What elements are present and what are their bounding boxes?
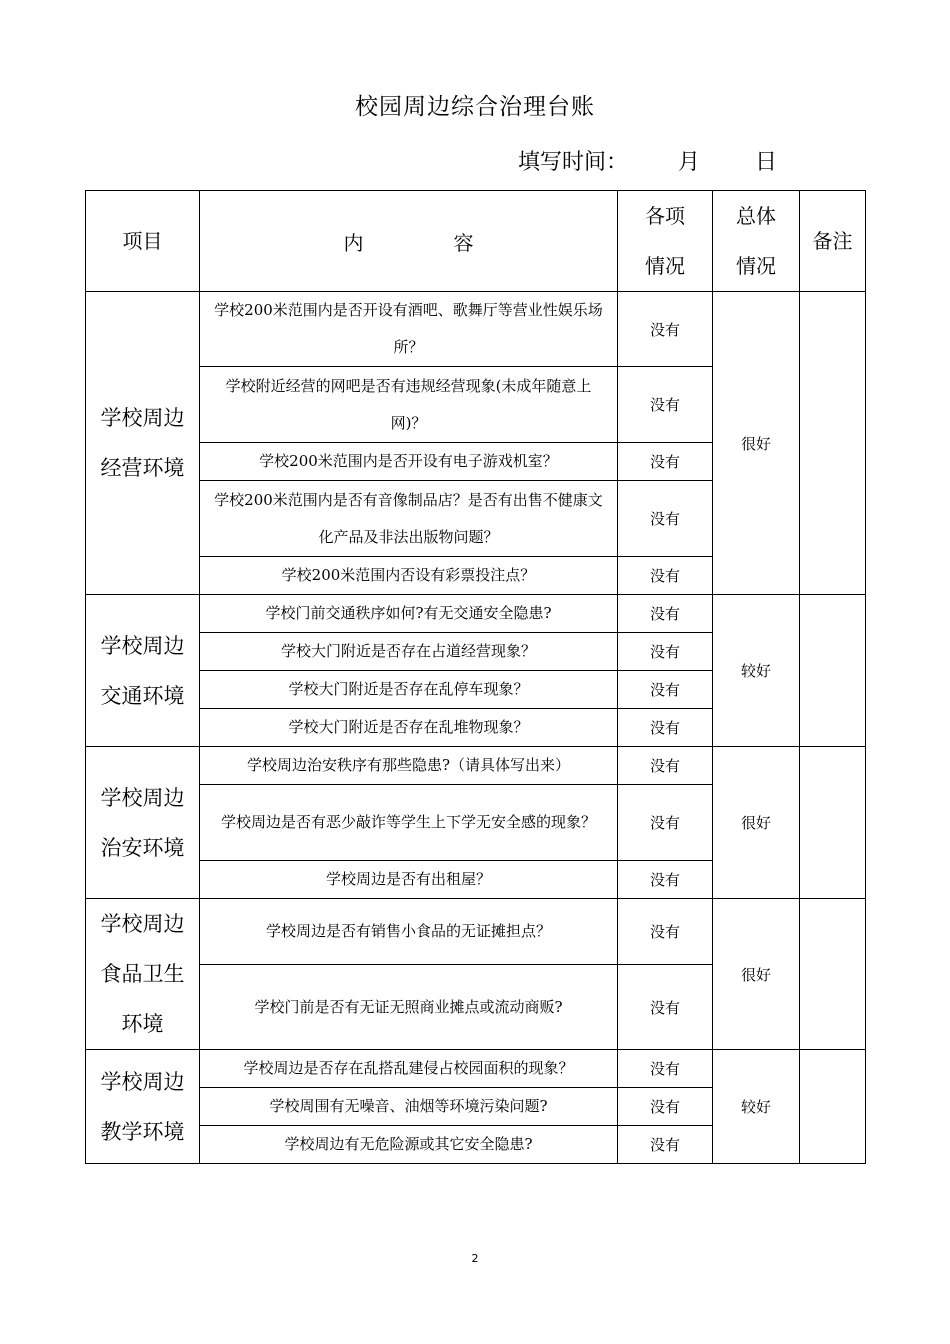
table-row [86, 1050, 866, 1088]
status-cell: 没有 [618, 367, 713, 443]
header-remarks: 备注 [800, 191, 866, 292]
status-cell: 没有 [618, 633, 713, 671]
content-cell: 学校周边治安秩序有那些隐患?（请具体写出来） [200, 747, 618, 785]
status-cell: 没有 [618, 1050, 713, 1088]
header-each-status [618, 191, 713, 292]
content-cell: 学校附近经营的网吧是否有违规经营现象(未成年随意上网)？ [200, 367, 618, 443]
status-cell: 没有 [618, 861, 713, 899]
header-content [200, 191, 618, 292]
status-cell: 没有 [618, 1126, 713, 1164]
status-cell: 没有 [618, 595, 713, 633]
header-row [86, 191, 866, 292]
remarks-cell [800, 1050, 866, 1164]
status-cell: 没有 [618, 709, 713, 747]
category-line: 环境 [121, 1012, 164, 1036]
content-cell: 学校200米范围内是否有音像制品店？是否有出售不健康文化产品及非法出版物问题？ [200, 481, 618, 557]
content-cell: 学校周边是否有销售小食品的无证摊担点？ [200, 899, 618, 965]
content-cell: 学校大门附近是否存在占道经营现象？ [200, 633, 618, 671]
content-cell: 学校门前是否有无证无照商业摊点或流动商贩? [200, 965, 618, 1050]
content-cell: 学校周边有无危险源或其它安全隐患? [200, 1126, 618, 1164]
status-cell: 没有 [618, 1088, 713, 1126]
status-cell: 没有 [618, 481, 713, 557]
table-row [86, 899, 866, 965]
overall-cell: 较好 [713, 595, 800, 747]
category-line: 学校周边 [100, 406, 185, 430]
document-title: 校园周边综合治理台账 [355, 94, 595, 120]
status-cell: 没有 [618, 785, 713, 861]
fill-time-label: 填写时间： [518, 150, 629, 175]
content-cell: 学校大门附近是否存在乱堆物现象？ [200, 709, 618, 747]
remarks-cell [800, 595, 866, 747]
ledger-table [85, 190, 866, 1164]
header-overall-line2: 情况 [736, 254, 776, 278]
category-line: 治安环境 [100, 835, 185, 860]
remarks-cell [800, 899, 866, 1050]
category-cell [86, 747, 200, 899]
overall-cell: 很好 [713, 899, 800, 1050]
overall-cell: 很好 [713, 292, 800, 595]
table-row [86, 595, 866, 633]
header-content-right: 容 [453, 230, 474, 255]
category-cell [86, 595, 200, 747]
day-label: 日 [755, 150, 778, 175]
category-line: 教学环境 [100, 1119, 185, 1144]
category-cell [86, 292, 200, 595]
category-cell [86, 899, 200, 1050]
category-line: 学校周边 [100, 785, 185, 810]
status-cell: 没有 [618, 557, 713, 595]
category-line: 学校周边 [100, 912, 185, 936]
remarks-cell [800, 292, 866, 595]
content-cell: 学校周边是否有恶少敲诈等学生上下学无安全感的现象？ [200, 785, 618, 861]
content-cell: 学校周围有无噪音、油烟等环境污染问题? [200, 1088, 618, 1126]
overall-cell: 很好 [713, 747, 800, 899]
content-cell: 学校门前交通秩序如何?有无交通安全隐患? [200, 595, 618, 633]
header-each-status-line2: 情况 [645, 254, 685, 278]
status-cell: 没有 [618, 671, 713, 709]
page-number: 2 [471, 1252, 479, 1265]
overall-cell: 较好 [713, 1050, 800, 1164]
content-cell: 学校200米范围内是否开设有酒吧、歌舞厅等营业性娱乐场所？ [200, 292, 618, 367]
header-overall [713, 191, 800, 292]
header-overall-line1: 总体 [736, 204, 776, 228]
content-cell: 学校200米范围内是否开设有电子游戏机室？ [200, 443, 618, 481]
table-row [86, 292, 866, 367]
category-line: 学校周边 [100, 1069, 185, 1094]
month-label: 月 [678, 150, 701, 175]
status-cell: 没有 [618, 965, 713, 1050]
status-cell: 没有 [618, 899, 713, 965]
fill-time-row [518, 145, 785, 176]
category-line: 交通环境 [100, 683, 185, 708]
category-line: 食品卫生 [100, 962, 185, 986]
table-row [86, 747, 866, 785]
content-cell: 学校周边是否有出租屋？ [200, 861, 618, 899]
category-line: 学校周边 [100, 633, 185, 658]
status-cell: 没有 [618, 292, 713, 367]
remarks-cell [800, 747, 866, 899]
header-content-left: 内 [343, 230, 364, 255]
content-cell: 学校大门附近是否存在乱停车现象？ [200, 671, 618, 709]
content-cell: 学校周边是否存在乱搭乱建侵占校园面积的现象？ [200, 1050, 618, 1088]
category-cell [86, 1050, 200, 1164]
category-line: 经营环境 [100, 456, 185, 480]
status-cell: 没有 [618, 747, 713, 785]
header-each-status-line1: 各项 [645, 204, 685, 228]
status-cell: 没有 [618, 443, 713, 481]
header-item: 项目 [86, 191, 200, 292]
content-cell: 学校200米范围内否设有彩票投注点？ [200, 557, 618, 595]
